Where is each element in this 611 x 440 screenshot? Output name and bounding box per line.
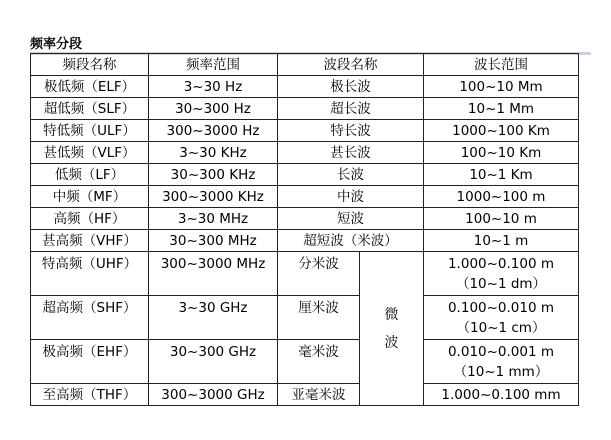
wave-name-cell: 超短波（米波） bbox=[278, 230, 424, 252]
wave-name-cell: 分米波 bbox=[278, 252, 360, 296]
table-header-row bbox=[31, 54, 579, 76]
band-name-cell: 极高频（EHF） bbox=[31, 340, 149, 384]
frequency-cell: 30~300 Hz bbox=[149, 98, 278, 120]
page-title: 频率分段 bbox=[30, 37, 83, 52]
frequency-cell: 30~300 GHz bbox=[149, 340, 278, 384]
table-row bbox=[31, 208, 579, 230]
wavelength-cell bbox=[424, 252, 579, 296]
table-row bbox=[31, 296, 579, 340]
table-row bbox=[31, 76, 579, 98]
frequency-cell: 30~300 MHz bbox=[149, 230, 278, 252]
band-name-cell: 特低频（ULF） bbox=[31, 120, 149, 142]
table-row bbox=[31, 252, 579, 296]
band-name-cell: 超高频（SHF） bbox=[31, 296, 149, 340]
header-frequency-range: 频率范围 bbox=[149, 54, 278, 76]
wave-name-cell: 短波 bbox=[278, 208, 424, 230]
wavelength-cell: 10~1 Km bbox=[424, 164, 579, 186]
wave-name-cell: 中波 bbox=[278, 186, 424, 208]
frequency-cell: 300~3000 MHz bbox=[149, 252, 278, 296]
table-row bbox=[31, 186, 579, 208]
wave-name-cell: 毫米波 bbox=[278, 340, 360, 384]
wavelength-line: （10~1 cm） bbox=[456, 319, 546, 336]
wavelength-cell: 100~10 m bbox=[424, 208, 579, 230]
wave-name-cell: 甚长波 bbox=[278, 142, 424, 164]
wave-name-cell: 特长波 bbox=[278, 120, 424, 142]
wavelength-line: 1.000~0.100 m bbox=[447, 255, 555, 272]
frequency-cell: 3~30 KHz bbox=[149, 142, 278, 164]
frequency-cell: 3~30 MHz bbox=[149, 208, 278, 230]
wavelength-cell: 100~10 Km bbox=[424, 142, 579, 164]
table-row bbox=[31, 98, 579, 120]
table-row bbox=[31, 384, 579, 406]
wave-name-cell: 长波 bbox=[278, 164, 424, 186]
frequency-cell: 300~3000 GHz bbox=[149, 384, 278, 406]
wavelength-cell: 1000~100 m bbox=[424, 186, 579, 208]
table-row bbox=[31, 120, 579, 142]
wavelength-cell: 100~10 Mm bbox=[424, 76, 579, 98]
wavelength-cell: 1000~100 Km bbox=[424, 120, 579, 142]
band-name-cell: 低频（LF） bbox=[31, 164, 149, 186]
table-row bbox=[31, 340, 579, 384]
wavelength-line: 0.010~0.001 m bbox=[447, 343, 555, 360]
wavelength-cell: 1.000~0.100 mm bbox=[424, 384, 579, 406]
frequency-cell: 30~300 KHz bbox=[149, 164, 278, 186]
header-band-name: 频段名称 bbox=[31, 54, 149, 76]
wave-name-cell: 极长波 bbox=[278, 76, 424, 98]
band-name-cell: 甚高频（VHF） bbox=[31, 230, 149, 252]
band-name-cell: 极低频（ELF） bbox=[31, 76, 149, 98]
band-name-cell: 中频（MF） bbox=[31, 186, 149, 208]
band-name-cell: 甚低频（VLF） bbox=[31, 142, 149, 164]
wavelength-cell bbox=[424, 340, 579, 384]
table-row bbox=[31, 164, 579, 186]
wavelength-line: 0.100~0.010 m bbox=[447, 299, 555, 316]
wave-name-cell: 超长波 bbox=[278, 98, 424, 120]
wave-name-cell: 亚毫米波 bbox=[278, 384, 360, 406]
frequency-band-table bbox=[30, 53, 579, 406]
frequency-cell: 3~30 Hz bbox=[149, 76, 278, 98]
wave-name-cell: 厘米波 bbox=[278, 296, 360, 340]
microwave-label-char: 波 bbox=[384, 334, 399, 351]
frequency-cell: 3~30 GHz bbox=[149, 296, 278, 340]
band-name-cell: 高频（HF） bbox=[31, 208, 149, 230]
table-row bbox=[31, 142, 579, 164]
header-wavelength-range: 波长范围 bbox=[424, 54, 579, 76]
microwave-group-label bbox=[360, 252, 424, 406]
wavelength-cell bbox=[424, 296, 579, 340]
band-name-cell: 特高频（UHF） bbox=[31, 252, 149, 296]
table-row bbox=[31, 230, 579, 252]
band-name-cell: 至高频（THF） bbox=[31, 384, 149, 406]
header-wave-name: 波段名称 bbox=[278, 54, 424, 76]
frequency-cell: 300~3000 Hz bbox=[149, 120, 278, 142]
band-name-cell: 超低频（SLF） bbox=[31, 98, 149, 120]
wavelength-line: （10~1 mm） bbox=[453, 363, 549, 380]
frequency-cell: 300~3000 KHz bbox=[149, 186, 278, 208]
wavelength-cell: 10~1 Mm bbox=[424, 98, 579, 120]
wavelength-line: （10~1 dm） bbox=[455, 275, 547, 292]
microwave-label-char: 微 bbox=[384, 306, 399, 323]
wavelength-cell: 10~1 m bbox=[424, 230, 579, 252]
